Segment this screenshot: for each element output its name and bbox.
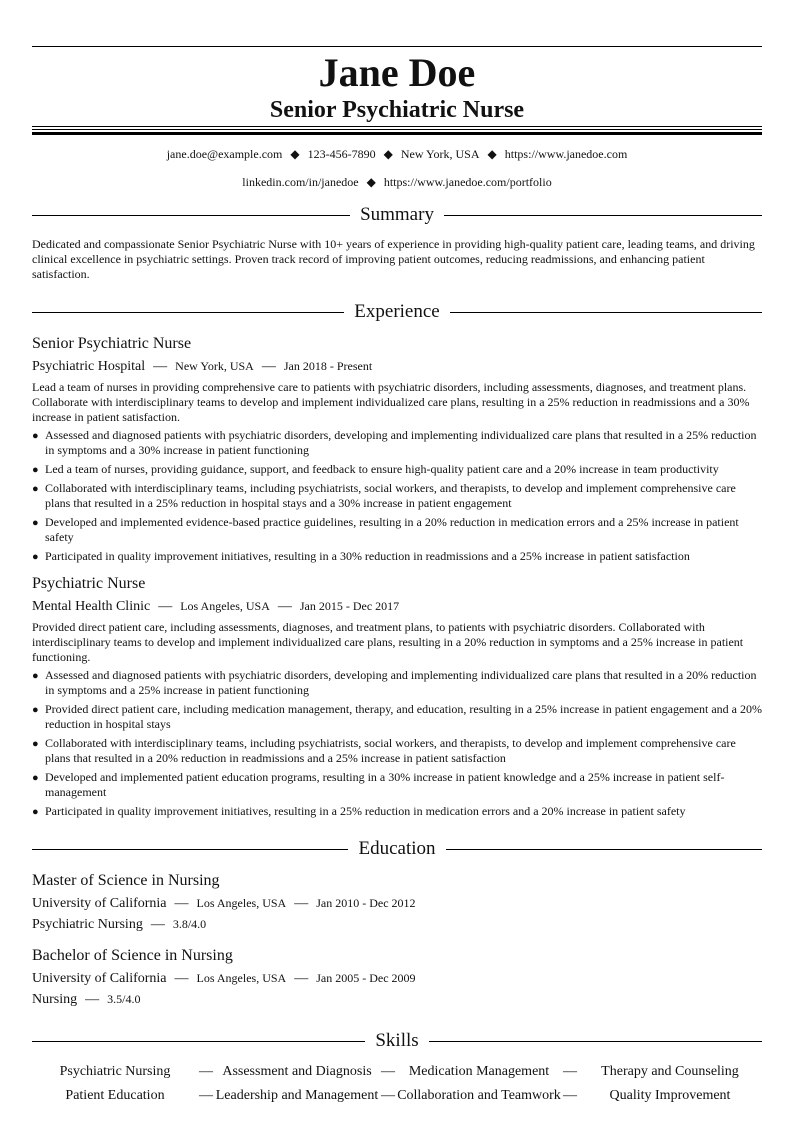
- education-meta: [32, 969, 762, 988]
- skill-item: Quality Improvement: [609, 1088, 731, 1103]
- bullet-icon: ●: [32, 704, 39, 716]
- website-link[interactable]: https://www.janedoe.com: [504, 147, 628, 161]
- job-title: Senior Psychiatric Nurse: [32, 335, 192, 352]
- education-dates: Jan 2005 - Dec 2009: [316, 971, 416, 985]
- experience-heading: [32, 300, 762, 324]
- education-dates: Jan 2010 - Dec 2012: [316, 896, 416, 910]
- education-field: [32, 915, 762, 934]
- job-entry: [32, 334, 762, 564]
- summary-heading-label: Summary: [360, 204, 434, 225]
- school: University of California: [32, 896, 167, 911]
- bullet-icon: ●: [32, 483, 39, 495]
- job-entry: [32, 574, 762, 819]
- education-entry: [32, 871, 762, 934]
- phone-number: 123-456-7890: [307, 147, 376, 161]
- diamond-icon: ◆: [487, 147, 497, 161]
- location: New York, USA: [400, 147, 480, 161]
- skill-item: Medication Management: [408, 1064, 550, 1079]
- list-item: ● Led a team of nurses, providing guidance, support, and feedback to ensure high-quality patient care and a 20% increase in team productivity: [32, 462, 719, 476]
- dash-separator: —: [381, 1088, 395, 1103]
- dash-separator: —: [199, 1064, 213, 1079]
- portfolio-link[interactable]: https://www.janedoe.com/portfolio: [383, 175, 552, 189]
- list-item: ● Developed and implemented patient education programs, resulting in a 30% increase in patient knowledge and a 25% increase in patient self-management: [32, 770, 725, 799]
- bullet-icon: ●: [32, 738, 39, 750]
- skill-item: Therapy and Counseling: [601, 1064, 739, 1079]
- dash-separator: —: [150, 917, 165, 932]
- dash-separator: —: [261, 359, 276, 374]
- dash-separator: —: [199, 1088, 213, 1103]
- job-location: Los Angeles, USA: [180, 599, 270, 613]
- school: University of California: [32, 971, 167, 986]
- skill-item: Psychiatric Nursing: [59, 1064, 171, 1079]
- job-description: Lead a team of nurses in providing comprehensive care to patients with psychiatric disorders, including assessments, diagnoses, and treatment plans. Collaborate with interdisciplinary teams to develop and implement individualized care plans, resulting in a 25% reduction in readmissions and a 30% increase in patient satisfaction.: [32, 380, 750, 424]
- employer: Psychiatric Hospital: [32, 359, 146, 374]
- diamond-icon: ◆: [366, 175, 376, 189]
- experience-heading-label: Experience: [354, 301, 440, 322]
- summary-text: Dedicated and compassionate Senior Psychiatric Nurse with 10+ years of experience in providing high-quality patient care, leading teams, and driving clinical excellence in psychiatric settings. Proven track record of improving patient outcomes, reducing readmissions, and enhancing patient satisfaction.: [32, 237, 755, 281]
- field-of-study: Nursing: [32, 992, 78, 1007]
- education-heading: [32, 837, 762, 861]
- dash-separator: —: [294, 896, 309, 911]
- skill-item: Leadership and Management: [215, 1088, 379, 1103]
- skill-item: Assessment and Diagnosis: [222, 1064, 372, 1079]
- skills-heading: [32, 1029, 762, 1053]
- job-description: Provided direct patient care, including assessments, diagnoses, and treatment plans, to patients with psychiatric disorders. Collaborated with interdisciplinary teams to develop and implement individualized care plans, resulting in a 20% reduction in symptoms and a 25% increase in patient functioning.: [32, 620, 744, 664]
- bullet-icon: ●: [32, 670, 39, 682]
- dash-separator: —: [174, 971, 189, 986]
- education-entry: [32, 946, 762, 1009]
- bullet-icon: ●: [32, 551, 39, 563]
- bullet-icon: ●: [32, 517, 39, 529]
- header-divider: [32, 126, 762, 135]
- contact-info: [32, 147, 762, 189]
- degree: Master of Science in Nursing: [32, 872, 220, 889]
- bullet-icon: ●: [32, 464, 39, 476]
- candidate-title: Senior Psychiatric Nurse: [269, 97, 525, 123]
- bullet-icon: ●: [32, 806, 39, 818]
- employer: Mental Health Clinic: [32, 599, 151, 614]
- job-location: New York, USA: [175, 359, 254, 373]
- dash-separator: —: [158, 599, 173, 614]
- job-meta: [32, 357, 762, 376]
- skill-item: Collaboration and Teamwork: [397, 1088, 561, 1103]
- skills-heading-label: Skills: [375, 1030, 419, 1051]
- dash-separator: —: [277, 599, 292, 614]
- field-of-study: Psychiatric Nursing: [32, 917, 143, 932]
- list-item: ● Collaborated with interdisciplinary teams, including psychiatrists, social workers, and therapists, to develop and implement comprehensive care plans that resulted in a 20% reduction in readmissions and a 25% increase in patient satisfaction: [32, 736, 736, 765]
- list-item: ● Assessed and diagnosed patients with psychiatric disorders, developing and implementing individualized care plans that resulted in a 25% reduction in symptoms and a 30% increase in patient functioning: [32, 428, 757, 457]
- list-item: ● Participated in quality improvement initiatives, resulting in a 25% reduction in medication errors and a 20% increase in patient safety: [32, 804, 686, 818]
- diamond-icon: ◆: [290, 147, 300, 161]
- list-item: ● Collaborated with interdisciplinary teams, including psychiatrists, social workers, and therapists, to develop and implement comprehensive care plans that resulted in a 25% reduction in hospital stays and a 30% increase in patient engagement: [32, 481, 736, 510]
- job-bullets: [32, 668, 762, 819]
- dash-separator: —: [563, 1088, 577, 1103]
- job-meta: [32, 597, 762, 616]
- bullet-icon: ●: [32, 430, 39, 442]
- email-link[interactable]: jane.doe@example.com: [166, 147, 283, 161]
- job-bullets: [32, 428, 762, 564]
- dash-separator: —: [294, 971, 309, 986]
- dash-separator: —: [85, 992, 100, 1007]
- top-rule: [32, 46, 762, 47]
- skill-item: Patient Education: [65, 1088, 165, 1103]
- diamond-icon: ◆: [383, 147, 393, 161]
- school-location: Los Angeles, USA: [196, 971, 287, 985]
- list-item: ● Provided direct patient care, including medication management, therapy, and education, resulting in a 25% increase in patient engagement and a 20% reduction in hospital stays: [32, 702, 762, 731]
- contact-line-2: [32, 175, 762, 189]
- gpa: 3.8/4.0: [172, 917, 207, 931]
- gpa: 3.5/4.0: [107, 992, 141, 1006]
- list-item: ● Assessed and diagnosed patients with psychiatric disorders, developing and implementing individualized care plans that resulted in a 20% reduction in symptoms and a 25% increase in patient functioning: [32, 668, 757, 697]
- resume-page: [32, 0, 762, 1105]
- linkedin-link[interactable]: linkedin.com/in/janedoe: [242, 175, 359, 189]
- education-field: [32, 990, 762, 1009]
- dash-separator: —: [563, 1064, 577, 1079]
- dash-separator: —: [153, 359, 168, 374]
- summary-heading: [32, 203, 762, 227]
- education-meta: [32, 894, 762, 913]
- education-heading-label: Education: [358, 838, 436, 859]
- degree: Bachelor of Science in Nursing: [32, 947, 233, 964]
- contact-line-1: [32, 147, 762, 161]
- school-location: Los Angeles, USA: [196, 896, 287, 910]
- dash-separator: —: [381, 1064, 395, 1079]
- job-dates: Jan 2018 - Present: [283, 359, 373, 373]
- job-dates: Jan 2015 - Dec 2017: [299, 599, 400, 613]
- list-item: ● Developed and implemented evidence-based practice guidelines, resulting in a 20% reduction in medication errors and a 25% increase in patient safety: [32, 515, 739, 544]
- skills-grid: [32, 1063, 762, 1105]
- list-item: ● Participated in quality improvement initiatives, resulting in a 30% reduction in readmissions and a 25% increase in patient satisfaction: [32, 549, 690, 563]
- dash-separator: —: [174, 896, 189, 911]
- candidate-name: Jane Doe: [318, 50, 476, 95]
- bullet-icon: ●: [32, 772, 39, 784]
- job-title: Psychiatric Nurse: [32, 575, 146, 592]
